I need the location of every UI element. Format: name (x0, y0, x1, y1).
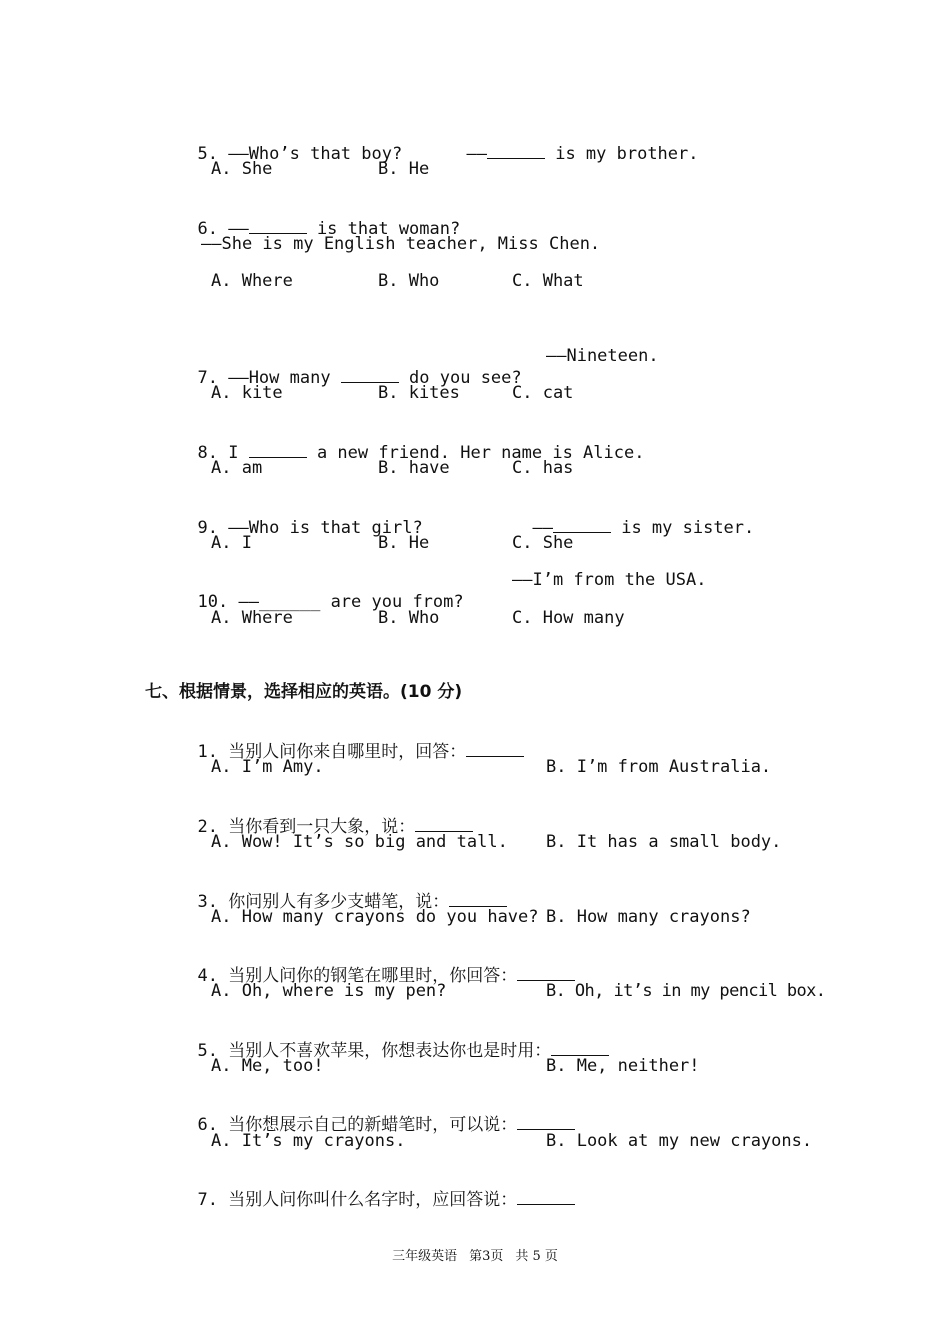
question-5-answer: —— is my brother. (466, 144, 699, 164)
answer-blank[interactable] (517, 966, 575, 981)
option-b[interactable]: B. I’m from Australia. (546, 757, 772, 777)
answer-blank[interactable] (249, 443, 307, 458)
option-b[interactable]: B. have (378, 458, 450, 478)
question-number: 4. (197, 966, 218, 986)
scenario-prompt: 当你看到一只大象，说： (228, 817, 416, 837)
footer-page-number: 第3页 (469, 1249, 504, 1264)
option-a[interactable]: A. Wow! It’s so big and tall. (211, 832, 508, 852)
question-number: 8. (197, 443, 218, 463)
answer-blank[interactable] (449, 892, 507, 907)
option-c[interactable]: C. What (512, 271, 584, 291)
question-number: 3. (197, 892, 218, 912)
option-a[interactable]: A. How many crayons do you have? (211, 907, 539, 927)
scenario-prompt: 当你想展示自己的新蜡笔时，可以说： (228, 1115, 518, 1135)
option-c[interactable]: C. How many (512, 608, 625, 628)
question-number: 9. (197, 518, 218, 538)
answer-blank[interactable] (487, 144, 545, 159)
question-6-response: ——She is my English teacher, Miss Chen. (201, 234, 601, 254)
answer-blank[interactable] (466, 742, 524, 757)
question-10-answer: ——I’m from the USA. (512, 570, 707, 590)
answer-blank[interactable] (517, 1115, 575, 1130)
option-b[interactable]: B. Oh, it’s in my pencil box. (546, 981, 826, 1001)
question-6: 6. —— is that woman? (197, 219, 461, 239)
option-b[interactable]: B. How many crayons? (546, 907, 751, 927)
answer-blank[interactable] (249, 219, 307, 234)
answer-blank[interactable] (341, 368, 399, 383)
option-a[interactable]: A. Me, too! (211, 1056, 324, 1076)
option-a[interactable]: A. She (211, 159, 273, 179)
question-9-answer: —— is my sister. (532, 518, 755, 538)
question-7-answer: ——Nineteen. (546, 346, 659, 366)
question-number: 6. (197, 219, 218, 239)
option-a[interactable]: A. Oh, where is my pen? (211, 981, 447, 1001)
option-b[interactable]: B. He (378, 159, 430, 179)
question-number: 2. (197, 817, 218, 837)
scenario-prompt: 当别人问你叫什么名字时，应回答说： (228, 1190, 518, 1210)
option-c[interactable]: C. cat (512, 383, 574, 403)
answer-blank[interactable] (553, 518, 611, 533)
scenario-prompt: 当别人不喜欢苹果，你想表达你也是时用： (228, 1041, 552, 1061)
option-c[interactable]: C. She (512, 533, 574, 553)
option-a[interactable]: A. am (211, 458, 263, 478)
option-b[interactable]: B. Look at my new crayons. (546, 1131, 813, 1151)
footer-grade: 三年级英语 (392, 1249, 458, 1264)
question-number: 7. (197, 368, 218, 388)
option-b[interactable]: B. kites (378, 383, 460, 403)
scenario-7 (177, 1167, 575, 1211)
question-8: 8. I a new friend. Her name is Alice. (197, 443, 645, 463)
question-number: 5. (197, 144, 218, 164)
answer-blank[interactable] (415, 817, 473, 832)
option-b[interactable]: B. Who (378, 271, 440, 291)
answer-blank[interactable] (517, 1190, 575, 1205)
scenario-prompt: 你问别人有多少支蜡笔，说： (228, 892, 450, 912)
section-heading: 七、根据情景，选择相应的英语。(10 分) (145, 682, 463, 702)
option-b[interactable]: B. He (378, 533, 430, 553)
question-text: ——Who’s that boy? (228, 144, 403, 164)
question-number: 10. (197, 592, 229, 612)
page-footer (0, 1248, 950, 1266)
scenario-prompt: 当别人问你来自哪里时，回答： (228, 742, 467, 762)
question-9: 9. ——Who is that girl? (197, 518, 423, 538)
scenario-prompt: 当别人问你的钢笔在哪里时，你回答： (228, 966, 518, 986)
option-b[interactable]: B. It has a small body. (546, 832, 782, 852)
option-a[interactable]: A. Where (211, 271, 293, 291)
question-number: 7. (197, 1190, 218, 1210)
option-a[interactable]: A. kite (211, 383, 283, 403)
option-a[interactable]: A. I’m Amy. (211, 757, 324, 777)
question-number: 6. (197, 1115, 218, 1135)
footer-total-pages: 共 5 页 (515, 1249, 558, 1264)
question-7: 7. ——How many do you see? (197, 368, 522, 388)
option-a[interactable]: A. It’s my crayons. (211, 1131, 406, 1151)
question-10: 10. ——______ are you from? (197, 592, 464, 612)
option-c[interactable]: C. has (512, 458, 574, 478)
option-a[interactable]: A. I (211, 533, 252, 553)
option-b[interactable]: B. Me, neither! (546, 1056, 700, 1076)
answer-blank[interactable] (551, 1041, 609, 1056)
option-b[interactable]: B. Who (378, 608, 440, 628)
question-number: 1. (197, 742, 218, 762)
question-number: 5. (197, 1041, 218, 1061)
option-a[interactable]: A. Where (211, 608, 293, 628)
